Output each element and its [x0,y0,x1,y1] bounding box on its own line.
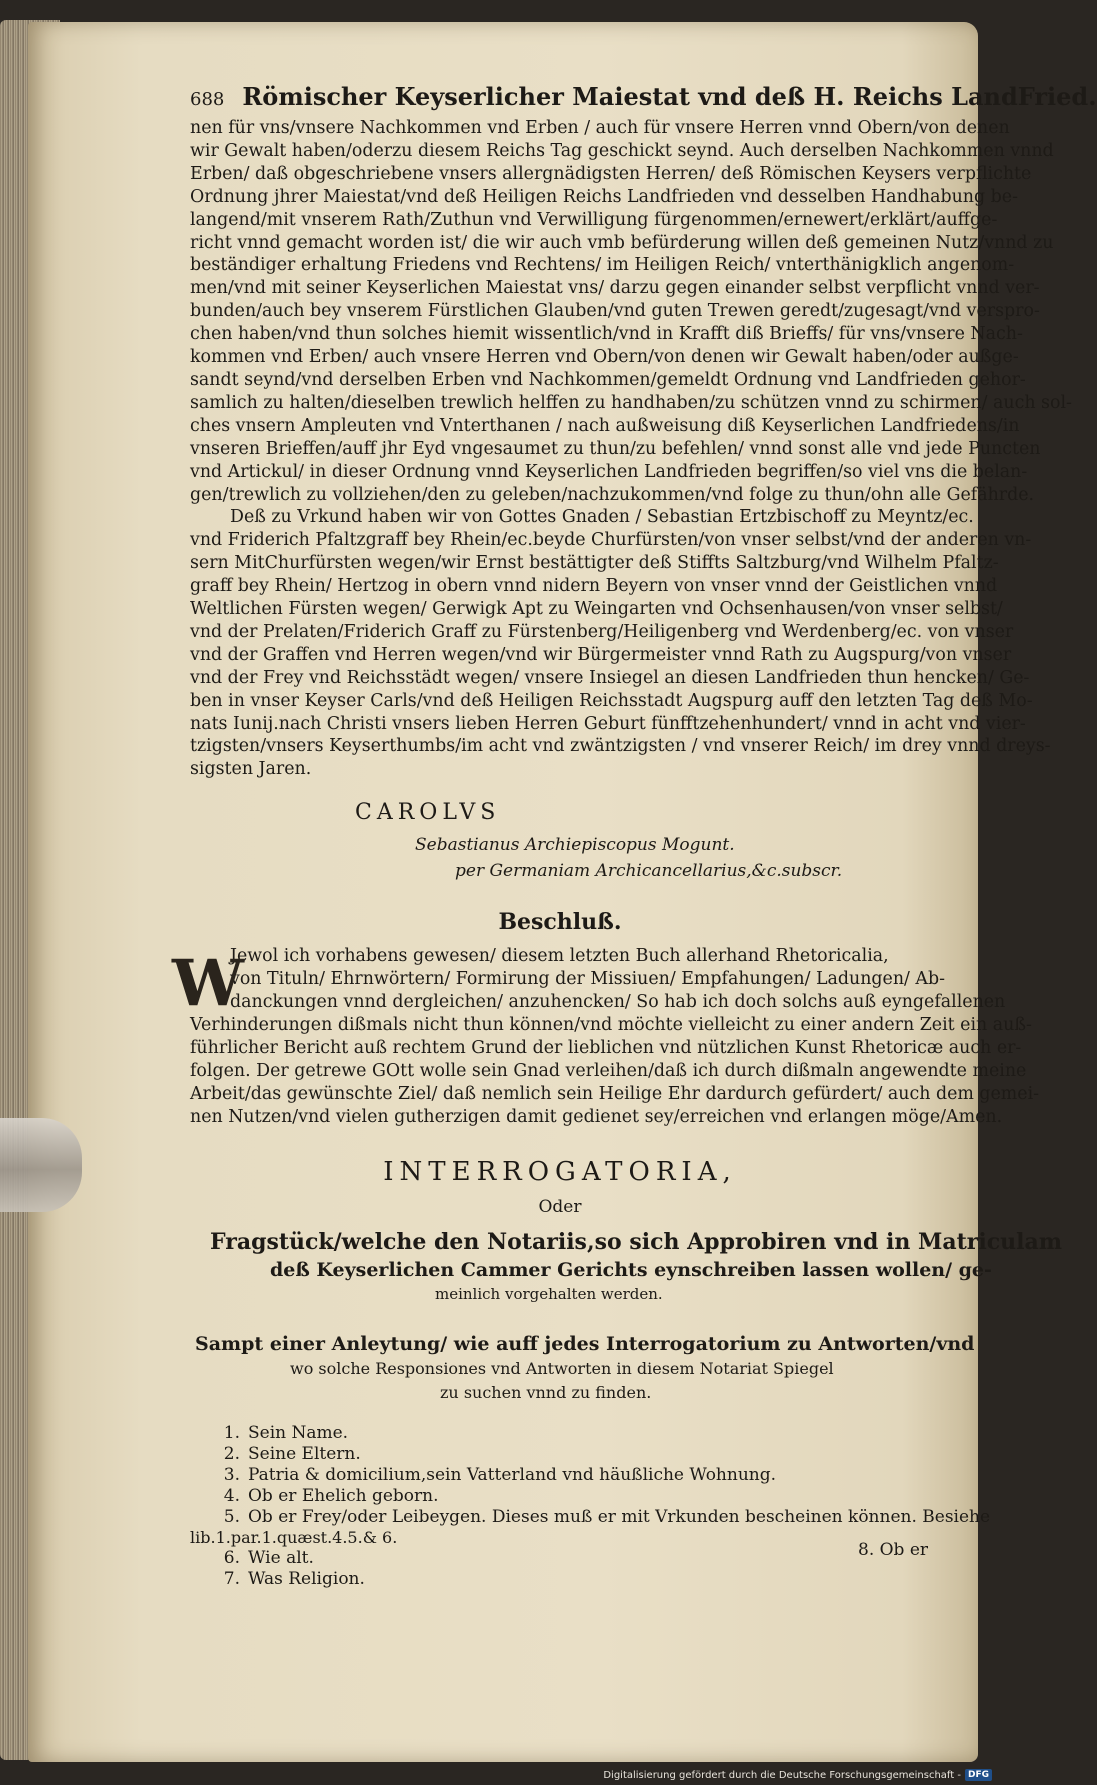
body-line: ches vnsern Ampleuten vnd Vnterthanen / nach außweisung diß Keyserlichen Landfriedens/in [190,415,1020,436]
question-text: Wie alt. [248,1547,314,1568]
body-line: bunden/auch bey vnserem Fürstlichen Glauben/vnd guten Trewen geredt/zugesagt/vnd verspro- [190,301,1040,322]
body-line: samlich zu halten/dieselben trewlich helffen zu handhaben/zu schützen vnnd zu schirmen/ auch sol- [190,392,1072,413]
body-line: nen Nutzen/vnd vielen gutherzigen damit gedienet sey/erreichen vnd erlangen möge/Amen. [190,1106,1003,1127]
list-item [190,1444,930,1465]
page-number: 688 [190,89,225,110]
body-line: vnd Artickul/ in dieser Ordnung vnnd Keyserlichen Landfrieden begriffen/so viel vns die belan- [190,461,1028,482]
main-body [190,117,1072,781]
instructions-line: wo solche Responsiones vnd Antworten in diesem Notariat Spiegel [290,1358,834,1378]
body-line: sern MitChurfürsten wegen/wir Ernst bestättigter deß Stiffts Saltzburg/vnd Wilhelm Pfaltz- [190,553,999,574]
body-line: langend/mit vnserem Rath/Zuthun vnd Verwilligung fürgenommen/ernewert/erklärt/auffge- [190,209,998,230]
body-line: vnd der Prelaten/Friderich Graff zu Fürstenberg/Heiligenberg vnd Werdenberg/ec. von vnser [190,621,1014,642]
question-text: Ob er Frey/oder Leibeygen. Dieses muß er mit Vrkunden bescheinen können. Besiehe [248,1506,991,1527]
catchword: 8. Ob er [858,1540,929,1560]
question-number: 6. [223,1547,240,1568]
page-clip [0,1118,82,1212]
question-list [190,1422,991,1590]
body-line: nats Iunij.nach Christi vnsers lieben Herren Geburt fünfftzehenhundert/ vnnd in acht vnd vier- [190,713,1026,734]
question-number: 7. [223,1568,240,1589]
text-area [172,82,1097,1590]
question-text: Sein Name. [248,1422,349,1443]
body-line: folgen. Der getrewe GOtt wolle sein Gnad verleihen/daß ich durch dißmaln angewendte meine [190,1060,1027,1081]
body-line: beständiger erhaltung Friedens vnd Rechtens/ im Heiligen Reich/ vnterthänigklich angenom- [190,255,1015,276]
body-line: wir Gewalt haben/oderzu diesem Reichs Tag geschickt seynd. Auch derselben Nachkommen vnnd [190,140,1054,161]
body-line: führlicher Bericht auß rechtem Grund der lieblichen vnd nützlichen Kunst Rhetoricæ auch er- [190,1037,1022,1058]
digitization-footer [603,1769,992,1781]
list-item [190,1548,930,1569]
body-line: sandt seynd/vnd derselben Erben vnd Nachkommen/gemeldt Ordnung vnd Landfrieden gehor- [190,369,1026,390]
body-line: Deß zu Vrkund haben wir von Gottes Gnaden / Sebastian Ertzbischoff zu Meyntz/ec. [230,507,974,528]
body-line: von Tituln/ Ehrnwörtern/ Formirung der Missiuen/ Empfahungen/ Ladungen/ Ab- [230,969,945,990]
instructions-line: zu suchen vnnd zu finden. [440,1382,652,1402]
list-item [190,1486,930,1507]
question-text: Patria & domicilium,sein Vatterland vnd häußliche Wohnung. [248,1464,777,1485]
body-line: ben in vnser Keyser Carls/vnd deß Heiligen Reichsstadt Augspurg auff den letzten Tag deß Mo- [190,690,1033,711]
body-line: Weltlichen Fürsten wegen/ Gerwigk Apt zu Weingarten vnd Ochsenhausen/von vnser selbst/ [190,599,1003,620]
beschluss-heading: Beschluß. [498,909,622,936]
body-line: vnseren Brieffen/auff jhr Eyd vngesaumet zu thun/zu befehlen/ vnnd sonst alle vnd jede Puncten [190,438,1041,459]
body-line: graff bey Rhein/ Hertzog in obern vnnd nidern Beyern von vnser vnnd der Geistlichen vnnd [190,576,998,597]
footer-credit: Digitalisierung gefördert durch die Deutsche Forschungsgemeinschaft - [603,1769,961,1781]
list-item [190,1506,991,1528]
signature-name: CAROLVS [355,800,501,826]
body-line: vnd Friderich Pfaltzgraff bey Rhein/ec.beyde Churfürsten/von vnser selbst/vnd der anderen vn- [190,530,1032,551]
body-line: kommen vnd Erben/ auch vnsere Herren vnd Obern/von denen wir Gewalt haben/oder außge- [190,347,1019,368]
dfg-logo-icon: DFG [965,1769,992,1781]
signature-line: Sebastianus Archiepiscopus Mogunt. [415,835,735,856]
body-line: gen/trewlich zu vollziehen/den zu geleben/nachzukommen/vnd folge zu thun/ohn alle Gefährde. [190,484,1035,505]
list-item-continuation [190,1528,930,1548]
question-number: 5. [223,1506,240,1527]
question-text: lib.1.par.1.quæst.4.5.& 6. [190,1527,398,1547]
question-text: Was Religion. [248,1568,365,1589]
signature-block [190,791,930,895]
drop-cap-initial: W [172,946,244,1022]
question-number: 3. [223,1464,240,1485]
interrogatoria-title: INTERROGATORIA, [383,1156,737,1187]
subtitle-line: deß Keyserlichen Cammer Gerichts eynschreiben lassen wollen/ ge- [270,1258,992,1281]
body-line: vnd der Frey vnd Reichsstädt wegen/ vnsere Insiegel an diesen Landfrieden thun hencken/ Ge- [190,667,1030,688]
oder-label: Oder [538,1196,582,1217]
body-line: sigsten Jaren. [190,759,312,780]
list-item [190,1569,930,1590]
question-number: 4. [223,1485,240,1506]
list-item [190,1465,930,1486]
instructions-heading [190,1331,975,1405]
body-line: Erben/ daß obgeschriebene vnsers allergnädigsten Herren/ deß Römischen Keysers verpflichte [190,163,1032,184]
question-number: 1. [223,1422,240,1443]
beschluss-paragraph [172,945,1040,1128]
question-text: Seine Eltern. [248,1443,361,1464]
question-text: Ob er Ehelich geborn. [248,1485,439,1506]
body-line: nen für vns/vnsere Nachkommen vnd Erben / auch für vnsere Herren vnnd Obern/von denen [190,118,1010,138]
body-line: Arbeit/das gewünschte Ziel/ daß nemlich sein Heilige Ehr dardurch gefürdert/ auch dem gemei- [190,1083,1040,1104]
body-line: danckungen vnnd dergleichen/ anzuhencken/ So hab ich doch solchs auß eyngefallenen [230,992,1006,1013]
list-item [190,1423,930,1444]
body-line: men/vnd mit seiner Keyserlichen Maiestat vns/ darzu gegen einander selbst verpflicht vnnd ver- [190,278,1040,299]
signature-line: per Germaniam Archicancellarius,&c.subscr. [455,861,843,882]
body-line: Ordnung jhrer Maiestat/vnd deß Heiligen Reichs Landfrieden vnd desselben Handhabung be- [190,186,1018,207]
running-title: Römischer Keyserlicher Maiestat vnd deß H. Reichs LandFried. [242,82,1097,111]
body-line: tzigsten/vnsers Keyserthumbs/im acht vnd zwäntzigsten / vnd vnserer Reich/ im drey vnnd dreys- [190,736,1051,757]
body-line: vnd der Graffen vnd Herren wegen/vnd wir Bürgermeister vnnd Rath zu Augspurg/von vnser [190,644,1012,665]
instructions-line: Sampt einer Anleytung/ wie auff jedes Interrogatorium zu Antworten/vnd [195,1332,975,1355]
body-line: chen haben/vnd thun solches hiemit wissentlich/vnd in Krafft diß Brieffs/ für vns/vnsere Nach- [190,324,1023,345]
question-number: 2. [223,1443,240,1464]
body-line: Jewol ich vorhabens gewesen/ diesem letzten Buch allerhand Rhetoricalia, [230,946,889,967]
subtitle-line: meinlich vorgehalten werden. [435,1284,663,1303]
body-line: richt vnnd gemacht worden ist/ die wir auch vmb befürderung willen deß gemeinen Nutz/vnnd zu [190,232,1054,253]
running-header [190,82,1097,111]
body-line: Verhinderungen dißmals nicht thun können/vnd möchte vielleicht zu einer andern Zeit ein auß- [190,1015,1032,1035]
subtitle-line: Fragstück/welche den Notariis,so sich Approbiren vnd in Matriculam [210,1228,1063,1255]
